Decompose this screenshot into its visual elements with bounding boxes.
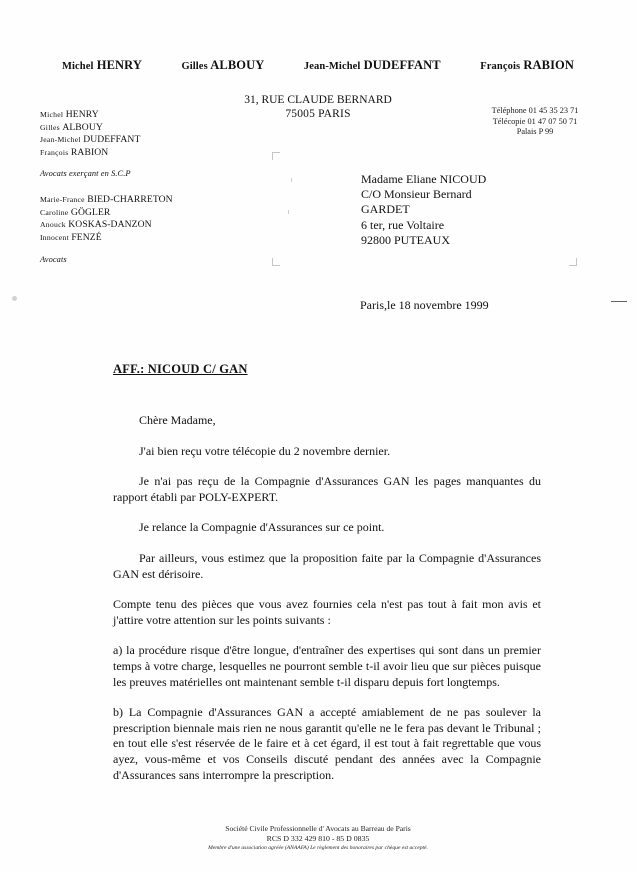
recipient-care-of-name: GARDET: [361, 202, 410, 217]
footer-company-line: Société Civile Professionnelle d' Avocats au Barreau de Paris: [225, 824, 411, 833]
footer-anaafa-line: Membre d'une association agréée (ANAAFA) Le règlement des honoraires par chèque est accepté.: [208, 844, 428, 851]
body-paragraph-6: a) la procédure risque d'être longue, d'entraîner des expertises qui sont dans un premier temps à votre charge, lesquelles ne pourront semble t-il avoir lieu que sur pièces puisque les preuves matérielles ont maintenant semble t-il disparu depuis fort longtemps.: [113, 643, 541, 689]
registration-mark-top-left: [272, 152, 280, 160]
recipient-street: 6 ter, rue Voltaire: [361, 217, 445, 232]
partner-name: [304, 58, 441, 73]
roster-first-name: Jean-Michel: [40, 135, 81, 145]
partner-first-name: Gilles: [181, 61, 208, 72]
roster-member: [40, 134, 140, 147]
roster-first-name: Caroline: [40, 207, 69, 217]
scan-artifact-tick: [291, 178, 292, 182]
roster-last-name: KOSKAS-DANZON: [68, 219, 152, 231]
roster-member: [40, 232, 173, 245]
partner-name: [62, 58, 142, 73]
body-paragraph-4: Par ailleurs, vous estimez que la proposition faite par la Compagnie d'Assurances GAN est dérisoire.: [113, 550, 541, 581]
roster-first-name: Anouck: [40, 220, 66, 230]
registration-mark-bottom-right: [569, 258, 577, 266]
roster-member: [40, 194, 173, 207]
recipient-care-of: C/O Monsieur Bernard: [361, 187, 472, 202]
partner-last-name: HENRY: [96, 58, 142, 72]
roster-first-name: François: [40, 147, 69, 157]
partner-last-name: ALBOUY: [210, 58, 265, 72]
registration-mark-bottom-left: [272, 258, 280, 266]
roster-avocats-role: Avocats: [40, 255, 67, 265]
firm-address-street: 31, RUE CLAUDE BERNARD: [244, 94, 392, 106]
roster-avocats: [40, 194, 173, 266]
roster-member: [40, 109, 140, 122]
contact-block: [455, 106, 615, 138]
roster-first-name: Innocent: [40, 232, 69, 242]
roster-scp: [40, 109, 140, 180]
letterhead-partners: [62, 58, 574, 73]
roster-scp-role: Avocats exerçant en S.C.P: [40, 169, 131, 179]
recipient-city: 92800 PUTEAUX: [361, 232, 450, 247]
roster-last-name: DUDEFFANT: [83, 134, 141, 146]
scan-speck: [12, 296, 17, 301]
roster-last-name: RABION: [70, 146, 109, 158]
partner-last-name: DUDEFFANT: [363, 58, 441, 72]
footer-rcs-line: RCS D 332 429 810 - 85 D 0835: [266, 833, 370, 843]
scan-artifact-tick: [288, 210, 289, 214]
recipient-name: Madame Eliane NICOUD: [361, 172, 487, 186]
telecopie-line: Télécopie 01 47 07 50 71: [492, 116, 578, 126]
right-margin-mark: [611, 301, 627, 302]
body-paragraph-3: Je relance la Compagnie d'Assurances sur ce point.: [139, 520, 385, 535]
palais-line: Palais P 99: [516, 127, 554, 136]
roster-last-name: FENZÉ: [71, 231, 102, 243]
firm-address-city: 75005 PARIS: [285, 108, 351, 120]
roster-last-name: BIED-CHARRETON: [87, 194, 173, 205]
body-paragraph-7: b) La Compagnie d'Assurances GAN a accepté amiablement de ne pas soulever la prescription biennale mais rien ne nous garantit qu'elle ne le fera pas devant le Tribunal ; en tout elle s'est réservée de le faire et à cet égard, il est tout à fait regrettable que vous ayez, vous-même et vos Conseils discuté pendant des années avec la Compagnie d'Assurances sans interrompre la prescription.: [113, 705, 541, 782]
page-footer: [0, 824, 636, 852]
partner-first-name: Jean-Michel: [303, 61, 361, 72]
roster-last-name: ALBOUY: [62, 121, 103, 133]
date-line: Paris,le 18 novembre 1999: [360, 298, 489, 312]
roster-first-name: Michel: [40, 110, 64, 119]
salutation: Chère Madame,: [139, 413, 216, 427]
roster-last-name: HENRY: [65, 109, 99, 120]
roster-last-name: GÖGLER: [70, 206, 111, 218]
letter-body: [113, 413, 541, 783]
body-paragraph-1: J'ai bien reçu votre télécopie du 2 novembre dernier.: [139, 443, 391, 458]
subject-line: AFF.: NICOUD C/ GAN: [113, 362, 248, 376]
partner-first-name: Michel: [62, 61, 94, 72]
roster-member: [40, 219, 173, 232]
roster-member: [40, 122, 140, 135]
roster-first-name: Marie-France: [40, 195, 85, 204]
partner-name: [480, 58, 574, 73]
roster-member: [40, 147, 140, 160]
roster-member: [40, 207, 173, 220]
body-paragraph-2: Je n'ai pas reçu de la Compagnie d'Assurances GAN les pages manquantes du rapport établi par POLY-EXPERT.: [113, 474, 541, 504]
telephone-line: Téléphone 01 45 35 23 71: [491, 106, 579, 115]
partner-first-name: François: [480, 61, 521, 72]
body-paragraph-5: Compte tenu des pièces que vous avez fournies cela n'est pas tout à fait mon avis et j'attire votre attention sur les points suivants :: [113, 597, 541, 627]
recipient-address: [361, 172, 486, 248]
partner-last-name: RABION: [523, 58, 574, 72]
roster-first-name: Gilles: [40, 122, 60, 132]
partner-name: [181, 58, 264, 73]
